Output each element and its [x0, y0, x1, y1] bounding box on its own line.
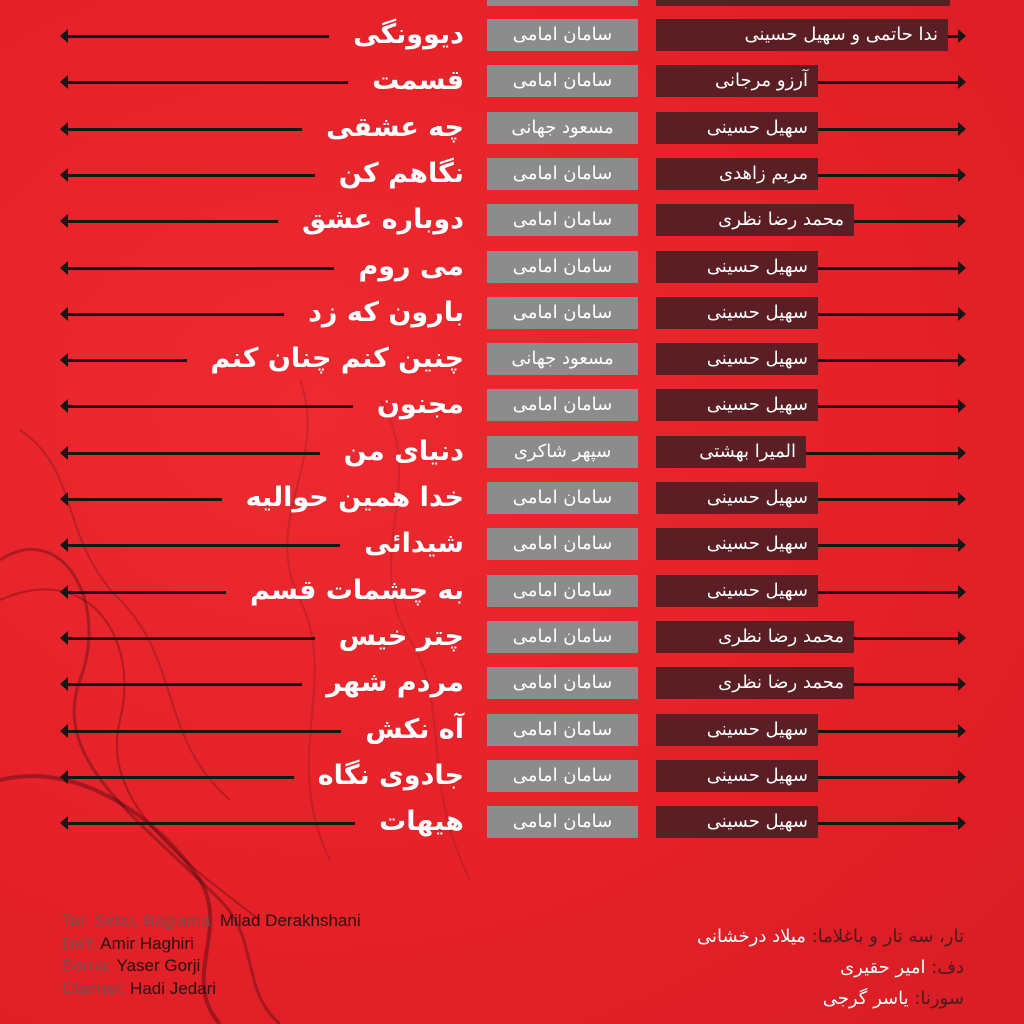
track-row	[0, 709, 1024, 755]
right-arrow-icon	[958, 307, 966, 321]
credit-role: Sorna:	[62, 956, 113, 975]
credit-line	[62, 955, 361, 978]
track-title: چتر خیس	[338, 621, 464, 652]
left-arrow-icon	[60, 214, 68, 228]
track-title: آه نکش	[365, 714, 464, 745]
credits-persian	[697, 921, 964, 1014]
left-arrow-icon	[60, 261, 68, 275]
track-composer: سپهر شاکری	[487, 436, 638, 468]
track-title: چه عشقی	[326, 112, 464, 143]
credits-english	[62, 910, 361, 1000]
track-title: به چشمات قسم	[250, 575, 464, 606]
leader-line	[64, 822, 355, 825]
track-singer: مریم زاهدی	[656, 158, 818, 190]
right-arrow-icon	[958, 631, 966, 645]
left-arrow-icon	[60, 307, 68, 321]
credit-role: دف:	[931, 957, 964, 978]
track-singer: سهیل حسینی	[656, 760, 818, 792]
track-composer: سامان امامی	[487, 204, 638, 236]
track-row	[0, 662, 1024, 708]
left-arrow-icon	[60, 168, 68, 182]
left-arrow-icon	[60, 399, 68, 413]
credit-name: Amir Haghiri	[100, 933, 194, 953]
credit-name: Hadi Jedari	[130, 978, 217, 998]
track-composer: سامان امامی	[487, 389, 638, 421]
track-singer: سهیل حسینی	[656, 389, 818, 421]
leader-line	[64, 776, 294, 779]
leader-line	[64, 452, 320, 455]
track-row	[0, 431, 1024, 477]
track-composer: سامان امامی	[487, 806, 638, 838]
credit-line	[62, 910, 361, 933]
leader-line	[64, 267, 334, 270]
right-arrow-icon	[958, 492, 966, 506]
track-composer: سامان امامی	[487, 621, 638, 653]
track-singer: محمد رضا نظری	[656, 667, 854, 699]
credit-line	[697, 952, 964, 983]
right-arrow-icon	[958, 122, 966, 136]
left-arrow-icon	[60, 677, 68, 691]
track-row	[0, 477, 1024, 523]
credit-role: Da'f:	[62, 933, 97, 953]
track-title: دوباره عشق	[301, 204, 464, 235]
track-row	[0, 616, 1024, 662]
track-row	[0, 199, 1024, 245]
right-arrow-icon	[958, 168, 966, 182]
leader-line	[64, 683, 302, 686]
track-composer: سامان امامی	[487, 575, 638, 607]
leader-line	[64, 174, 315, 177]
left-arrow-icon	[60, 585, 68, 599]
left-arrow-icon	[60, 631, 68, 645]
track-composer: سامان امامی	[487, 297, 638, 329]
leader-line	[64, 359, 187, 362]
credit-role: Tar, Setar, Baglama:	[62, 911, 216, 930]
credit-line	[62, 933, 361, 956]
track-singer: محمد رضا نظری	[656, 204, 854, 236]
track-title: شیدائی	[364, 528, 464, 559]
right-arrow-icon	[958, 75, 966, 89]
track-singer: سهیل حسینی	[656, 112, 818, 144]
credit-name: Yaser Gorji	[116, 956, 201, 975]
credit-role: Clarinet:	[62, 978, 126, 998]
left-arrow-icon	[60, 492, 68, 506]
right-arrow-icon	[958, 724, 966, 738]
leader-line	[64, 35, 329, 38]
track-row	[0, 153, 1024, 199]
credit-name: یاسر گرجی	[822, 988, 909, 1009]
track-composer: مسعود جهانی	[487, 112, 638, 144]
leader-line	[64, 405, 353, 408]
track-title: خدا همین حوالیه	[245, 482, 464, 513]
credit-role: سورنا:	[914, 988, 964, 1009]
track-composer: مسعود جهانی	[487, 343, 638, 375]
track-title: دیوونگی	[353, 19, 464, 50]
leader-line	[64, 544, 340, 547]
credit-role: تار، سه تار و باغلاما:	[811, 926, 964, 947]
track-title: جادوی نگاه	[317, 760, 464, 791]
right-arrow-icon	[958, 538, 966, 552]
track-singer: سهیل حسینی	[656, 806, 818, 838]
left-arrow-icon	[60, 770, 68, 784]
track-composer: سامان امامی	[487, 482, 638, 514]
track-row	[0, 292, 1024, 338]
track-composer: سامان امامی	[487, 714, 638, 746]
track-singer: ندا حاتمی و سهیل حسینی	[656, 19, 948, 51]
track-row	[0, 107, 1024, 153]
leader-line	[64, 637, 315, 640]
track-singer: سهیل حسینی	[656, 528, 818, 560]
left-arrow-icon	[60, 29, 68, 43]
leader-line	[64, 591, 226, 594]
track-composer: سامان امامی	[487, 667, 638, 699]
track-singer: سهیل حسینی	[656, 343, 818, 375]
track-composer: سامان امامی	[487, 19, 638, 51]
right-arrow-icon	[958, 446, 966, 460]
track-title: می روم	[358, 251, 464, 282]
credit-name: Milad Derakhshani	[219, 911, 361, 930]
track-title: مردم شهر	[326, 667, 464, 698]
right-arrow-icon	[958, 353, 966, 367]
right-arrow-icon	[958, 261, 966, 275]
track-title: نگاهم کن	[338, 158, 464, 189]
left-arrow-icon	[60, 75, 68, 89]
credit-name: امیر حقیری	[840, 957, 926, 978]
credit-name: میلاد درخشانی	[696, 926, 806, 947]
leader-line	[64, 220, 278, 223]
leader-line	[64, 498, 222, 501]
track-row	[0, 246, 1024, 292]
track-row	[0, 801, 1024, 847]
track-singer: محمد رضا نظری	[656, 621, 854, 653]
right-arrow-icon	[958, 770, 966, 784]
track-singer: سهیل حسینی	[656, 251, 818, 283]
track-row	[0, 755, 1024, 801]
track-singer: سهیل حسینی	[656, 297, 818, 329]
track-singer: سهیل حسینی	[656, 482, 818, 514]
track-singer: سهیل حسینی	[656, 575, 818, 607]
track-row	[0, 570, 1024, 616]
left-arrow-icon	[60, 816, 68, 830]
leader-line	[64, 313, 284, 316]
track-singer: سهیل حسینی	[656, 714, 818, 746]
right-arrow-icon	[958, 399, 966, 413]
track-row	[0, 60, 1024, 106]
right-arrow-icon	[958, 585, 966, 599]
leader-line	[64, 128, 302, 131]
left-arrow-icon	[60, 446, 68, 460]
track-title: چنین کنم چنان کنم	[210, 343, 464, 374]
track-singer: آرزو مرجانی	[656, 65, 818, 97]
track-singer: المیرا بهشتی	[656, 436, 806, 468]
track-composer: سامان امامی	[487, 158, 638, 190]
left-arrow-icon	[60, 353, 68, 367]
track-composer: سامان امامی	[487, 65, 638, 97]
left-arrow-icon	[60, 724, 68, 738]
track-title: هیهات	[379, 806, 464, 837]
leader-line	[64, 81, 348, 84]
credit-line	[62, 978, 361, 1001]
track-row	[0, 523, 1024, 569]
track-composer: سامان امامی	[487, 251, 638, 283]
left-arrow-icon	[60, 122, 68, 136]
right-arrow-icon	[958, 29, 966, 43]
track-title: مجنون	[376, 389, 464, 420]
track-composer: سامان امامی	[487, 528, 638, 560]
track-title: قسمت	[372, 65, 464, 96]
track-row	[0, 384, 1024, 430]
left-arrow-icon	[60, 538, 68, 552]
track-title: بارون که زد	[308, 297, 464, 328]
track-title: دنیای من	[343, 436, 464, 467]
right-arrow-icon	[958, 816, 966, 830]
track-row	[0, 14, 1024, 60]
right-arrow-icon	[958, 214, 966, 228]
track-row	[0, 338, 1024, 384]
credit-line	[697, 921, 964, 952]
track-composer: سامان امامی	[487, 760, 638, 792]
credit-line	[697, 983, 964, 1014]
leader-line	[64, 730, 341, 733]
right-arrow-icon	[958, 677, 966, 691]
